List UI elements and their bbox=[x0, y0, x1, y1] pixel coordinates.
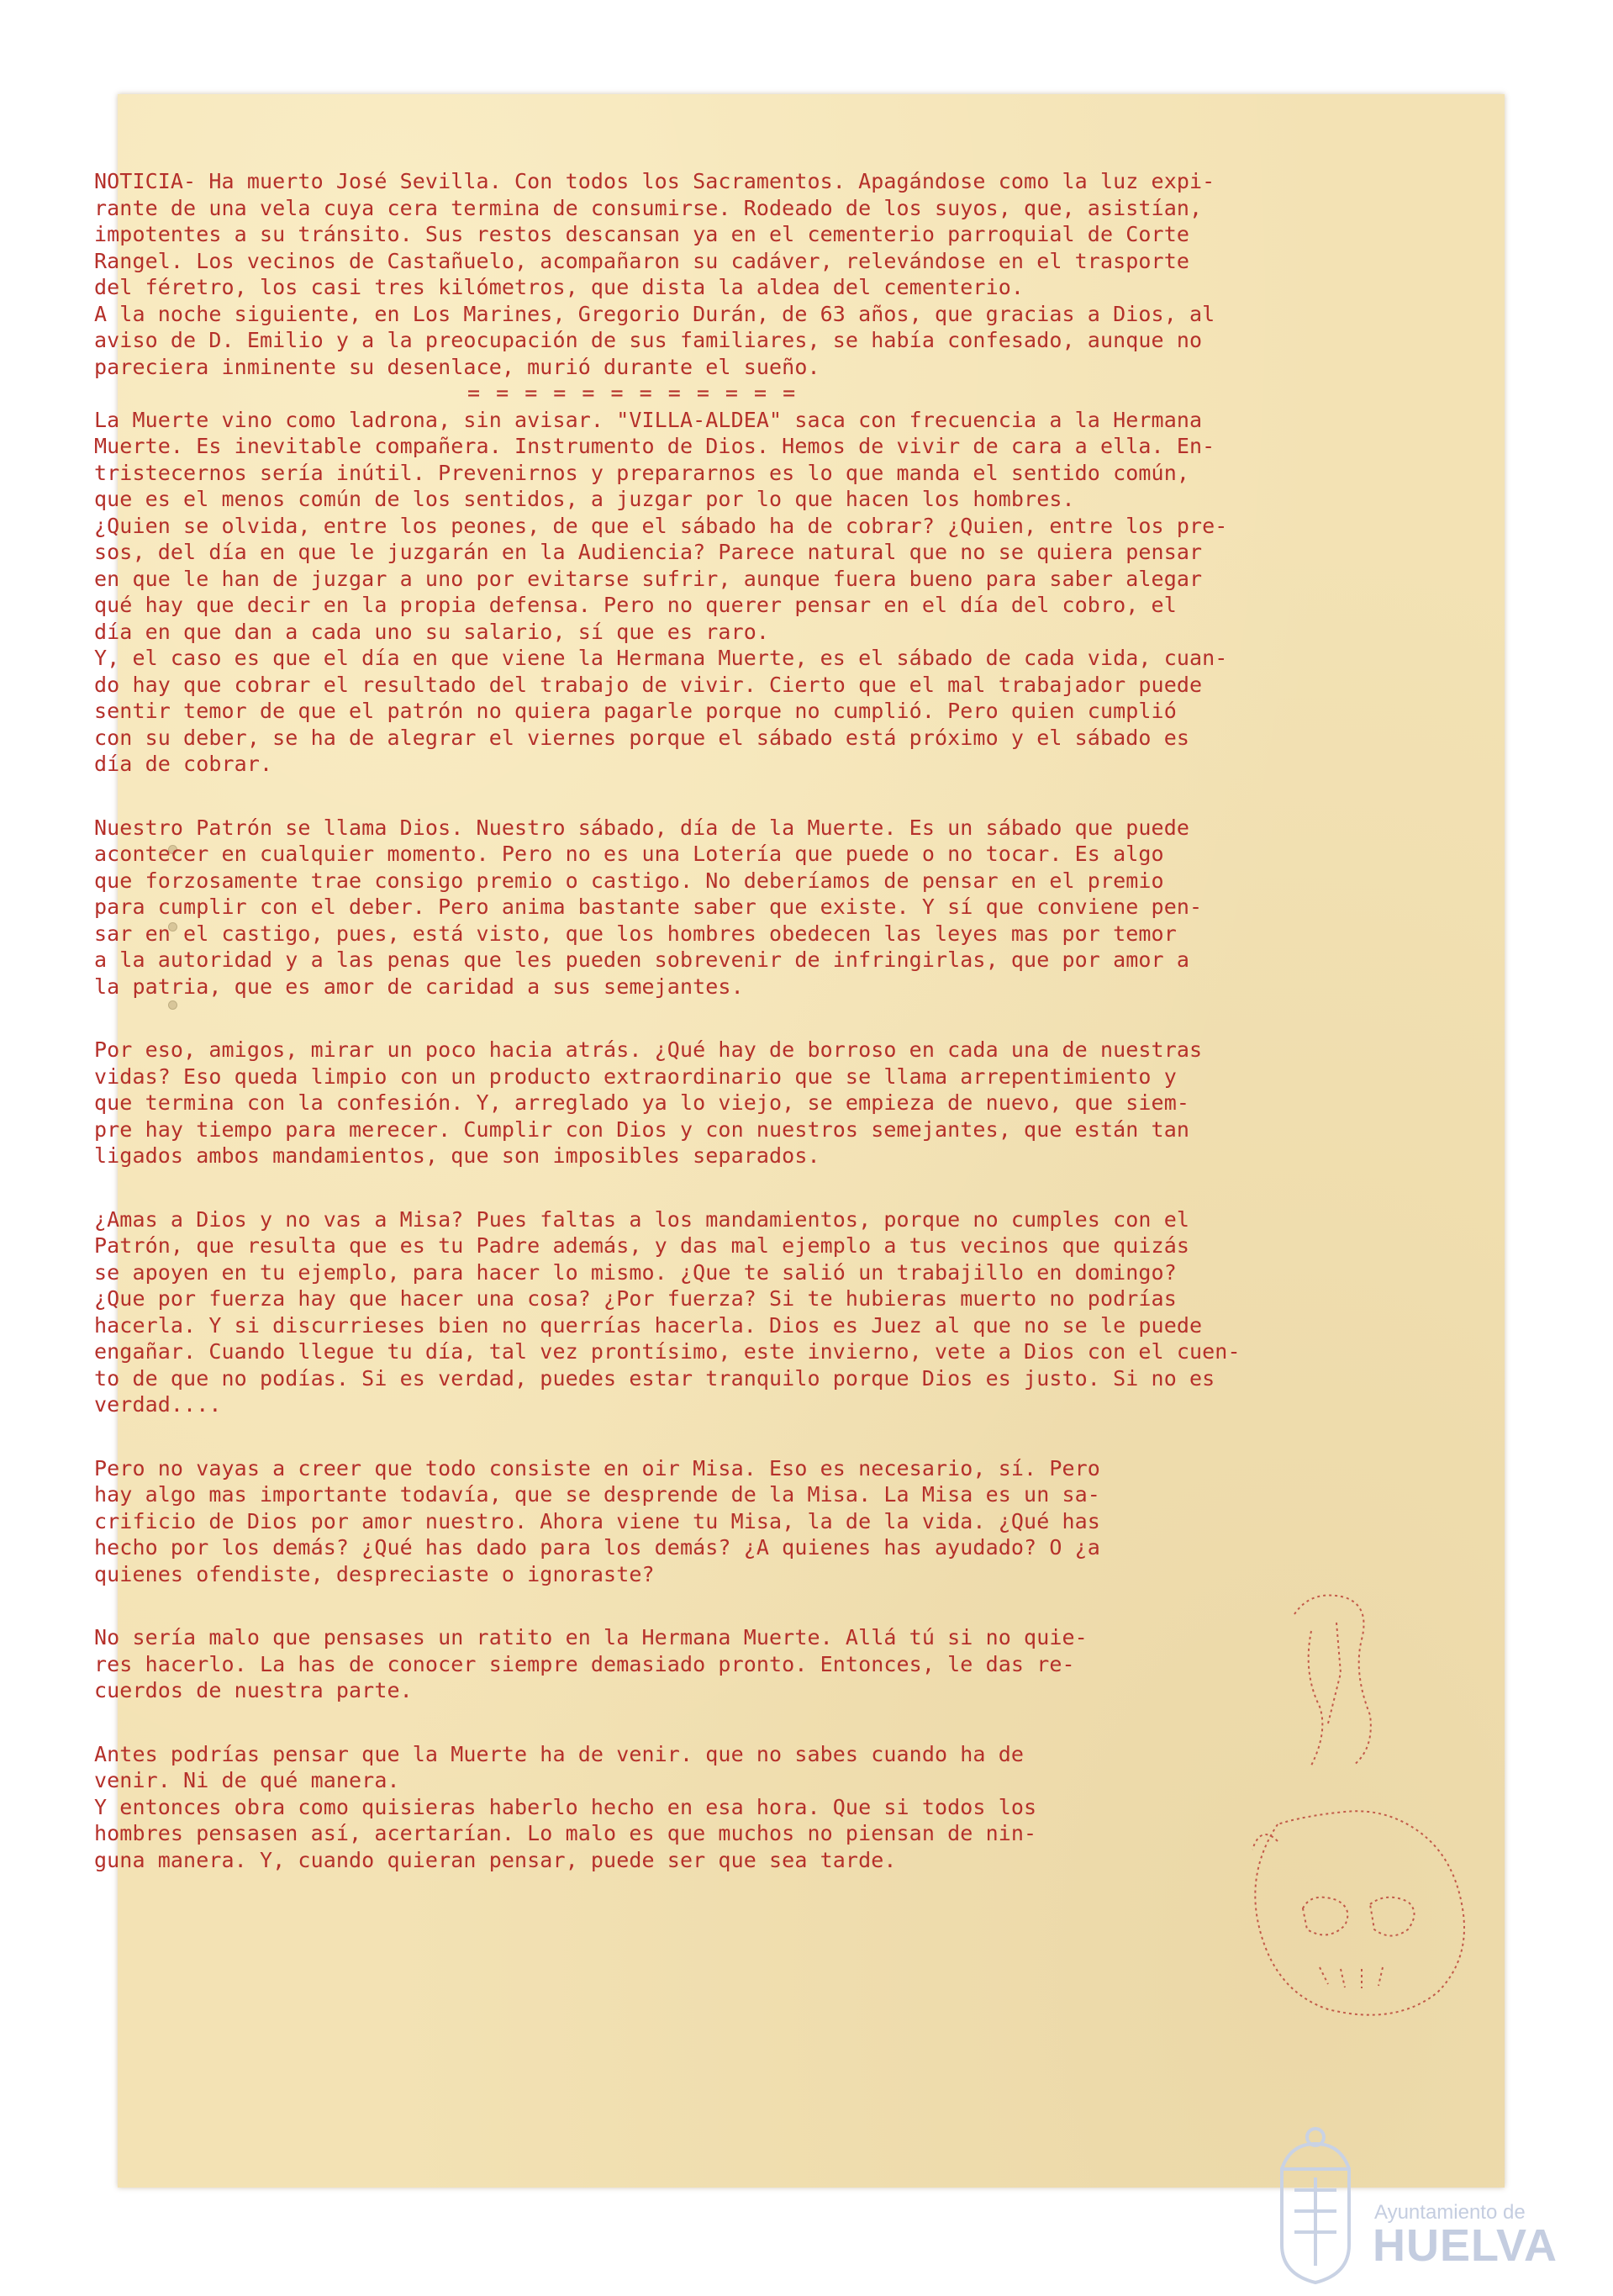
text-line: cuerdos de nuestra parte. bbox=[94, 1678, 413, 1702]
text-line: quienes ofendiste, despreciaste o ignoraste? bbox=[94, 1561, 655, 1586]
text-line: Pero no vayas a creer que todo consiste en oir Misa. Eso es necesario, sí. Pero bbox=[94, 1455, 1100, 1481]
text-line: que termina con la confesión. Y, arreglado ya lo viejo, se empieza de nuevo, que siem- bbox=[94, 1090, 1190, 1115]
text-line: pareciera inminente su desenlace, murió durante el sueño. bbox=[94, 354, 820, 379]
paragraph-gap bbox=[94, 1418, 1338, 1455]
text-line: Patrón, que resulta que es tu Padre además, y das mal ejemplo a tus vecinos que quizás bbox=[94, 1233, 1190, 1258]
text-line: pre hay tiempo para merecer. Cumplir con Dios y con nuestros semejantes, que están tan bbox=[94, 1116, 1190, 1142]
text-line: Y entonces obra como quisieras haberlo hecho en esa hora. Que si todos los bbox=[94, 1794, 1037, 1819]
text-line: día en que dan a cada uno su salario, sí que es raro. bbox=[94, 619, 770, 644]
text-line: to de que no podías. Si es verdad, puedes estar tranquilo porque Dios es justo. Si no es bbox=[94, 1365, 1215, 1391]
text-line: ¿Amas a Dios y no vas a Misa? Pues faltas a los mandamientos, porque no cumples con el bbox=[94, 1206, 1190, 1232]
text-line: hecho por los demás? ¿Qué has dado para los demás? ¿A quienes has ayudado? O ¿a bbox=[94, 1535, 1100, 1560]
paragraph-gap bbox=[94, 1587, 1338, 1624]
text-line: Nuestro Patrón se llama Dios. Nuestro sábado, día de la Muerte. Es un sábado que puede bbox=[94, 815, 1190, 840]
text-line: guna manera. Y, cuando quieran pensar, puede ser que sea tarde. bbox=[94, 1847, 897, 1872]
text-line: verdad.... bbox=[94, 1392, 222, 1417]
text-line: res hacerlo. La has de conocer siempre demasiado pronto. Entonces, le das re- bbox=[94, 1651, 1075, 1676]
text-line: hombres pensasen así, acertarían. Lo malo es que muchos no piensan de nin- bbox=[94, 1821, 1037, 1845]
text-line: sentir temor de que el patrón no quiera pagarle porque no cumplió. Pero quien cumplió bbox=[94, 699, 1177, 723]
paragraph-gap bbox=[94, 1704, 1338, 1741]
text-line: crificio de Dios por amor nuestro. Ahora viene tu Misa, la de la vida. ¿Qué has bbox=[94, 1508, 1100, 1533]
paragraph-gap bbox=[94, 778, 1338, 815]
text-line: que es el menos común de los sentidos, a juzgar por lo que hacen los hombres. bbox=[94, 487, 1075, 511]
text-line: sar en el castigo, pues, está visto, que los hombres obedecen las leyes mas por temor bbox=[94, 921, 1177, 946]
text-line: Antes podrías pensar que la Muerte ha de venir. que no sabes cuando ha de bbox=[94, 1741, 1025, 1766]
text-line: venir. Ni de qué manera. bbox=[94, 1768, 400, 1792]
skull-sketch-icon bbox=[1227, 1572, 1496, 2043]
text-line: sos, del día en que le juzgarán en la Audiencia? Parece natural que no se quiera pensar bbox=[94, 540, 1203, 564]
text-line: A la noche siguiente, en Los Marines, Gregorio Durán, de 63 años, que gracias a Dios, al bbox=[94, 301, 1215, 326]
text-line: se apoyen en tu ejemplo, para hacer lo mismo. ¿Que te salió un trabajillo en domingo? bbox=[94, 1259, 1177, 1285]
text-line: hay algo mas importante todavía, que se desprende de la Misa. La Misa es un sa- bbox=[94, 1482, 1100, 1507]
text-line: ¿Que por fuerza hay que hacer una cosa? ¿Por fuerza? Si te hubieras muerto no podrías bbox=[94, 1286, 1177, 1311]
text-line: en que le han de juzgar a uno por evitarse sufrir, aunque fuera bueno para saber alegar bbox=[94, 566, 1203, 591]
text-line: aviso de D. Emilio y a la preocupación de sus familiares, se había confesado, aunque no bbox=[94, 328, 1203, 352]
text-line: Por eso, amigos, mirar un poco hacia atrás. ¿Qué hay de borroso en cada una de nuestras bbox=[94, 1037, 1203, 1062]
watermark-line2: HUELVA bbox=[1373, 2220, 1558, 2271]
text-line: con su deber, se ha de alegrar el viernes porque el sábado está próximo y el sábado es bbox=[94, 725, 1190, 750]
text-line: hacerla. Y si discurrieses bien no querrías hacerla. Dios es Juez al que no se le puede bbox=[94, 1312, 1203, 1338]
text-line: tristecernos sería inútil. Prevenirnos y prepararnos es lo que manda el sentido común, bbox=[94, 460, 1190, 485]
text-line: do hay que cobrar el resultado del trabajo de vivir. Cierto que el mal trabajador puede bbox=[94, 672, 1203, 697]
text-line: Y, el caso es que el día en que viene la Hermana Muerte, es el sábado de cada vida, cuan- bbox=[94, 646, 1228, 670]
text-line: engañar. Cuando llegue tu día, tal vez prontísimo, este invierno, vete a Dios con el cuen- bbox=[94, 1339, 1241, 1364]
text-line: a la autoridad y a las penas que les pueden sobrevenir de infringirlas, que por amor a bbox=[94, 947, 1190, 972]
watermark-line1: Ayuntamiento de bbox=[1374, 2201, 1526, 2224]
huelva-watermark bbox=[1265, 2119, 1568, 2287]
text-line: La Muerte vino como ladrona, sin avisar. "VILLA-ALDEA" saca con frecuencia a la Hermana bbox=[94, 407, 1203, 432]
text-line: acontecer en cualquier momento. Pero no es una Lotería que puede o no tocar. Es algo bbox=[94, 842, 1164, 866]
text-line: impotentes a su tránsito. Sus restos descansan ya en el cementerio parroquial de Corte bbox=[94, 222, 1190, 246]
text-line: la patria, que es amor de caridad a sus semejantes. bbox=[94, 974, 744, 999]
text-line: para cumplir con el deber. Pero anima bastante saber que existe. Y sí que conviene pen- bbox=[94, 895, 1203, 919]
huelva-coat-of-arms-icon bbox=[1265, 2119, 1366, 2287]
text-line: Muerte. Es inevitable compañera. Instrumento de Dios. Hemos de vivir de cara a ella. En- bbox=[94, 434, 1215, 458]
typewritten-text bbox=[94, 168, 1338, 1873]
paragraph-gap bbox=[94, 1169, 1338, 1206]
text-line: No sería malo que pensases un ratito en la Hermana Muerte. Allá tú si no quie- bbox=[94, 1625, 1088, 1649]
paragraph-gap bbox=[94, 1000, 1338, 1037]
text-line: que forzosamente trae consigo premio o castigo. No deberíamos de pensar en el premio bbox=[94, 868, 1164, 893]
text-line: qué hay que decir en la propia defensa. Pero no querer pensar en el día del cobro, el bbox=[94, 593, 1177, 617]
text-line: ¿Quien se olvida, entre los peones, de que el sábado ha de cobrar? ¿Quien, entre los pre- bbox=[94, 513, 1228, 538]
text-line: del féretro, los casi tres kilómetros, que dista la aldea del cementerio. bbox=[94, 275, 1025, 299]
text-line: NOTICIA- Ha muerto José Sevilla. Con todos los Sacramentos. Apagándose como la luz expi- bbox=[94, 169, 1215, 193]
text-line: Rangel. Los vecinos de Castañuelo, acompañaron su cadáver, relevándose en el trasporte bbox=[94, 248, 1190, 273]
section-separator: = = = = = = = = = = = = bbox=[467, 381, 798, 405]
text-line: ligados ambos mandamientos, que son imposibles separados. bbox=[94, 1143, 820, 1168]
text-line: vidas? Eso queda limpio con un producto extraordinario que se llama arrepentimiento y bbox=[94, 1064, 1177, 1089]
text-line: día de cobrar. bbox=[94, 752, 273, 776]
text-line: rante de una vela cuya cera termina de consumirse. Rodeado de los suyos, que, asistían, bbox=[94, 195, 1203, 220]
